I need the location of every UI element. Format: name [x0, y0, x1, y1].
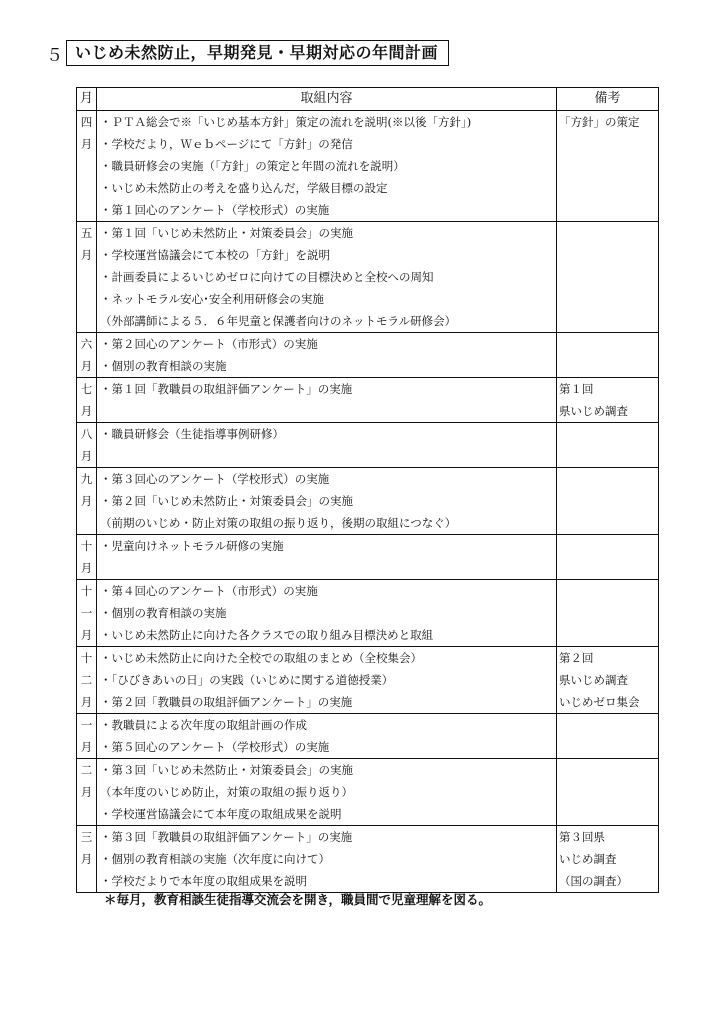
activity-item: ・いじめ未然防止に向けた全校での取組のまとめ（全校集会） [100, 651, 422, 665]
activity-item: ・教職員による次年度の取組計画の作成 [100, 718, 307, 732]
content-cell [97, 222, 557, 333]
activity-item: ・学校だより，Ｗｅｂページにて「方針」の発信 [100, 137, 353, 151]
table-header-row [77, 88, 659, 111]
activity-item: ・計画委員によるいじめゼロに向けての目標決めと全校への周知 [100, 270, 434, 284]
month-char: 月 [80, 404, 93, 418]
month-char: 七 [80, 382, 93, 396]
table-row [77, 111, 659, 222]
activity-item: ・第３回「いじめ未然防止・対策委員会」の実施 [100, 763, 353, 777]
activity-item: ・ネットモラル安心･安全利用研修会の実施 [100, 292, 324, 306]
section-heading [46, 40, 449, 66]
table-row [77, 714, 659, 759]
section-number: ５ [46, 45, 63, 66]
activity-item: ・個別の教育相談の実施（次年度に向けて） [100, 852, 330, 866]
activity-item: ・いじめ未然防止に向けた各クラスでの取り組み目標決めと取組 [100, 628, 434, 642]
content-cell [97, 535, 557, 580]
annual-plan-table [76, 87, 659, 893]
table-row [77, 222, 659, 333]
month-cell [77, 111, 97, 222]
remarks-cell [557, 333, 659, 378]
remark-line: いじめ調査 [559, 852, 617, 866]
remarks-cell [557, 826, 659, 893]
content-cell [97, 468, 557, 535]
remark-line: 県いじめ調査 [559, 673, 628, 687]
activity-item: ・いじめ未然防止の考えを盛り込んだ，学級目標の設定 [100, 181, 388, 195]
month-cell [77, 647, 97, 714]
activity-item: ・職員研修会（生徒指導事例研修） [100, 427, 284, 441]
content-cell [97, 580, 557, 647]
table-row [77, 826, 659, 893]
month-char: 三 [80, 830, 93, 844]
month-cell [77, 714, 97, 759]
remark-line: 第２回 [559, 651, 594, 665]
table-row [77, 535, 659, 580]
month-char: 二 [80, 673, 93, 687]
remark-line: 第３回県 [559, 830, 605, 844]
header-content: 取組内容 [97, 88, 557, 111]
remarks-cell [557, 378, 659, 423]
remark-line: 県いじめ調査 [559, 404, 628, 418]
activity-item: （本年度のいじめ防止，対策の取組の振り返り） [100, 785, 353, 799]
month-char: 月 [80, 359, 93, 373]
month-char: 月 [80, 785, 93, 799]
table-row [77, 759, 659, 826]
activity-item: （前期のいじめ・防止対策の取組の振り返り，後期の取組につなぐ） [100, 516, 457, 530]
content-cell [97, 759, 557, 826]
activity-item: （外部講師による５．６年児童と保護者向けのネットモラル研修会） [100, 314, 457, 328]
header-month: 月 [77, 88, 97, 111]
activity-item: ・個別の教育相談の実施 [100, 359, 227, 373]
activity-item: ・「ひびきあいの日」の実践（いじめに関する道徳授業） [100, 673, 394, 687]
table-row [77, 580, 659, 647]
remarks-cell [557, 423, 659, 468]
content-cell [97, 111, 557, 222]
remarks-cell [557, 468, 659, 535]
remarks-cell [557, 580, 659, 647]
activity-item: ・第５回心のアンケート（学校形式）の実施 [100, 740, 330, 754]
content-cell [97, 333, 557, 378]
month-cell [77, 378, 97, 423]
remarks-cell [557, 759, 659, 826]
content-cell [97, 714, 557, 759]
table-row [77, 647, 659, 714]
month-cell [77, 333, 97, 378]
remark-line: 第１回 [559, 382, 594, 396]
table-row [77, 333, 659, 378]
activity-item: ・児童向けネットモラル研修の実施 [100, 539, 284, 553]
footnote: ＊毎月，教育相談生徒指導交流会を開き，職員間で児童理解を図る。 [104, 892, 492, 907]
month-cell [77, 423, 97, 468]
month-cell [77, 826, 97, 893]
content-cell [97, 378, 557, 423]
month-char: 十 [80, 539, 93, 553]
activity-item: ・学校運営協議会にて本校の「方針」を説明 [100, 248, 330, 262]
month-char: 二 [80, 763, 93, 777]
month-char: 四 [80, 115, 93, 129]
activity-item: ・第１回心のアンケート（学校形式）の実施 [100, 203, 330, 217]
month-char: 月 [80, 695, 93, 709]
empty-line [100, 400, 556, 422]
content-cell [97, 423, 557, 468]
month-char: 月 [80, 137, 93, 151]
activity-item: ・第１回「教職員の取組評価アンケート」の実施 [100, 382, 353, 396]
remarks-cell [557, 714, 659, 759]
month-char: 六 [80, 337, 93, 351]
activity-item: ・第３回心のアンケート（学校形式）の実施 [100, 472, 330, 486]
month-char: 十 [80, 584, 93, 598]
activity-item: ・学校運営協議会にて本年度の取組成果を説明 [100, 807, 342, 821]
month-char: 月 [80, 628, 93, 642]
table-row [77, 468, 659, 535]
empty-line [100, 445, 556, 467]
month-char: 月 [80, 494, 93, 508]
month-char: 一 [80, 606, 93, 620]
activity-item: ・第２回「いじめ未然防止・対策委員会」の実施 [100, 494, 353, 508]
table-body [77, 111, 659, 893]
month-cell [77, 759, 97, 826]
remark-line: いじめゼロ集会 [559, 695, 640, 709]
month-char: 九 [80, 472, 93, 486]
activity-item: ・第１回「いじめ未然防止・対策委員会」の実施 [100, 226, 353, 240]
remark-line: （国の調査） [559, 874, 628, 888]
month-char: 一 [80, 718, 93, 732]
activity-item: ・職員研修会の実施（「方針」の策定と年間の流れを説明） [100, 159, 405, 173]
table-row [77, 423, 659, 468]
month-cell [77, 468, 97, 535]
activity-item: ・ＰＴＡ総会で※「いじめ基本方針」策定の流れを説明(※以後「方針」) [100, 115, 472, 129]
activity-item: ・学校だよりで本年度の取組成果を説明 [100, 874, 307, 888]
month-char: 十 [80, 651, 93, 665]
empty-line [100, 557, 556, 579]
activity-item: ・第２回心のアンケート（市形式）の実施 [100, 337, 318, 351]
month-char: 月 [80, 852, 93, 866]
section-title: いじめ未然防止，早期発見・早期対応の年間計画 [66, 40, 449, 66]
remarks-cell [557, 222, 659, 333]
table-row [77, 378, 659, 423]
content-cell [97, 826, 557, 893]
activity-item: ・個別の教育相談の実施 [100, 606, 227, 620]
remarks-cell [557, 647, 659, 714]
month-char: 月 [80, 248, 93, 262]
remarks-cell [557, 111, 659, 222]
activity-item: ・第２回「教職員の取組評価アンケート」の実施 [100, 695, 353, 709]
month-char: 八 [80, 427, 93, 441]
month-char: 月 [80, 449, 93, 463]
month-cell [77, 535, 97, 580]
activity-item: ・第３回「教職員の取組評価アンケート」の実施 [100, 830, 353, 844]
remarks-cell [557, 535, 659, 580]
content-cell [97, 647, 557, 714]
month-cell [77, 222, 97, 333]
header-remarks: 備考 [557, 88, 659, 111]
remark-line: 「方針」の策定 [559, 115, 640, 129]
activity-item: ・第４回心のアンケート（市形式）の実施 [100, 584, 318, 598]
month-char: 五 [80, 226, 93, 240]
month-char: 月 [80, 740, 93, 754]
month-char: 月 [80, 561, 93, 575]
month-cell [77, 580, 97, 647]
